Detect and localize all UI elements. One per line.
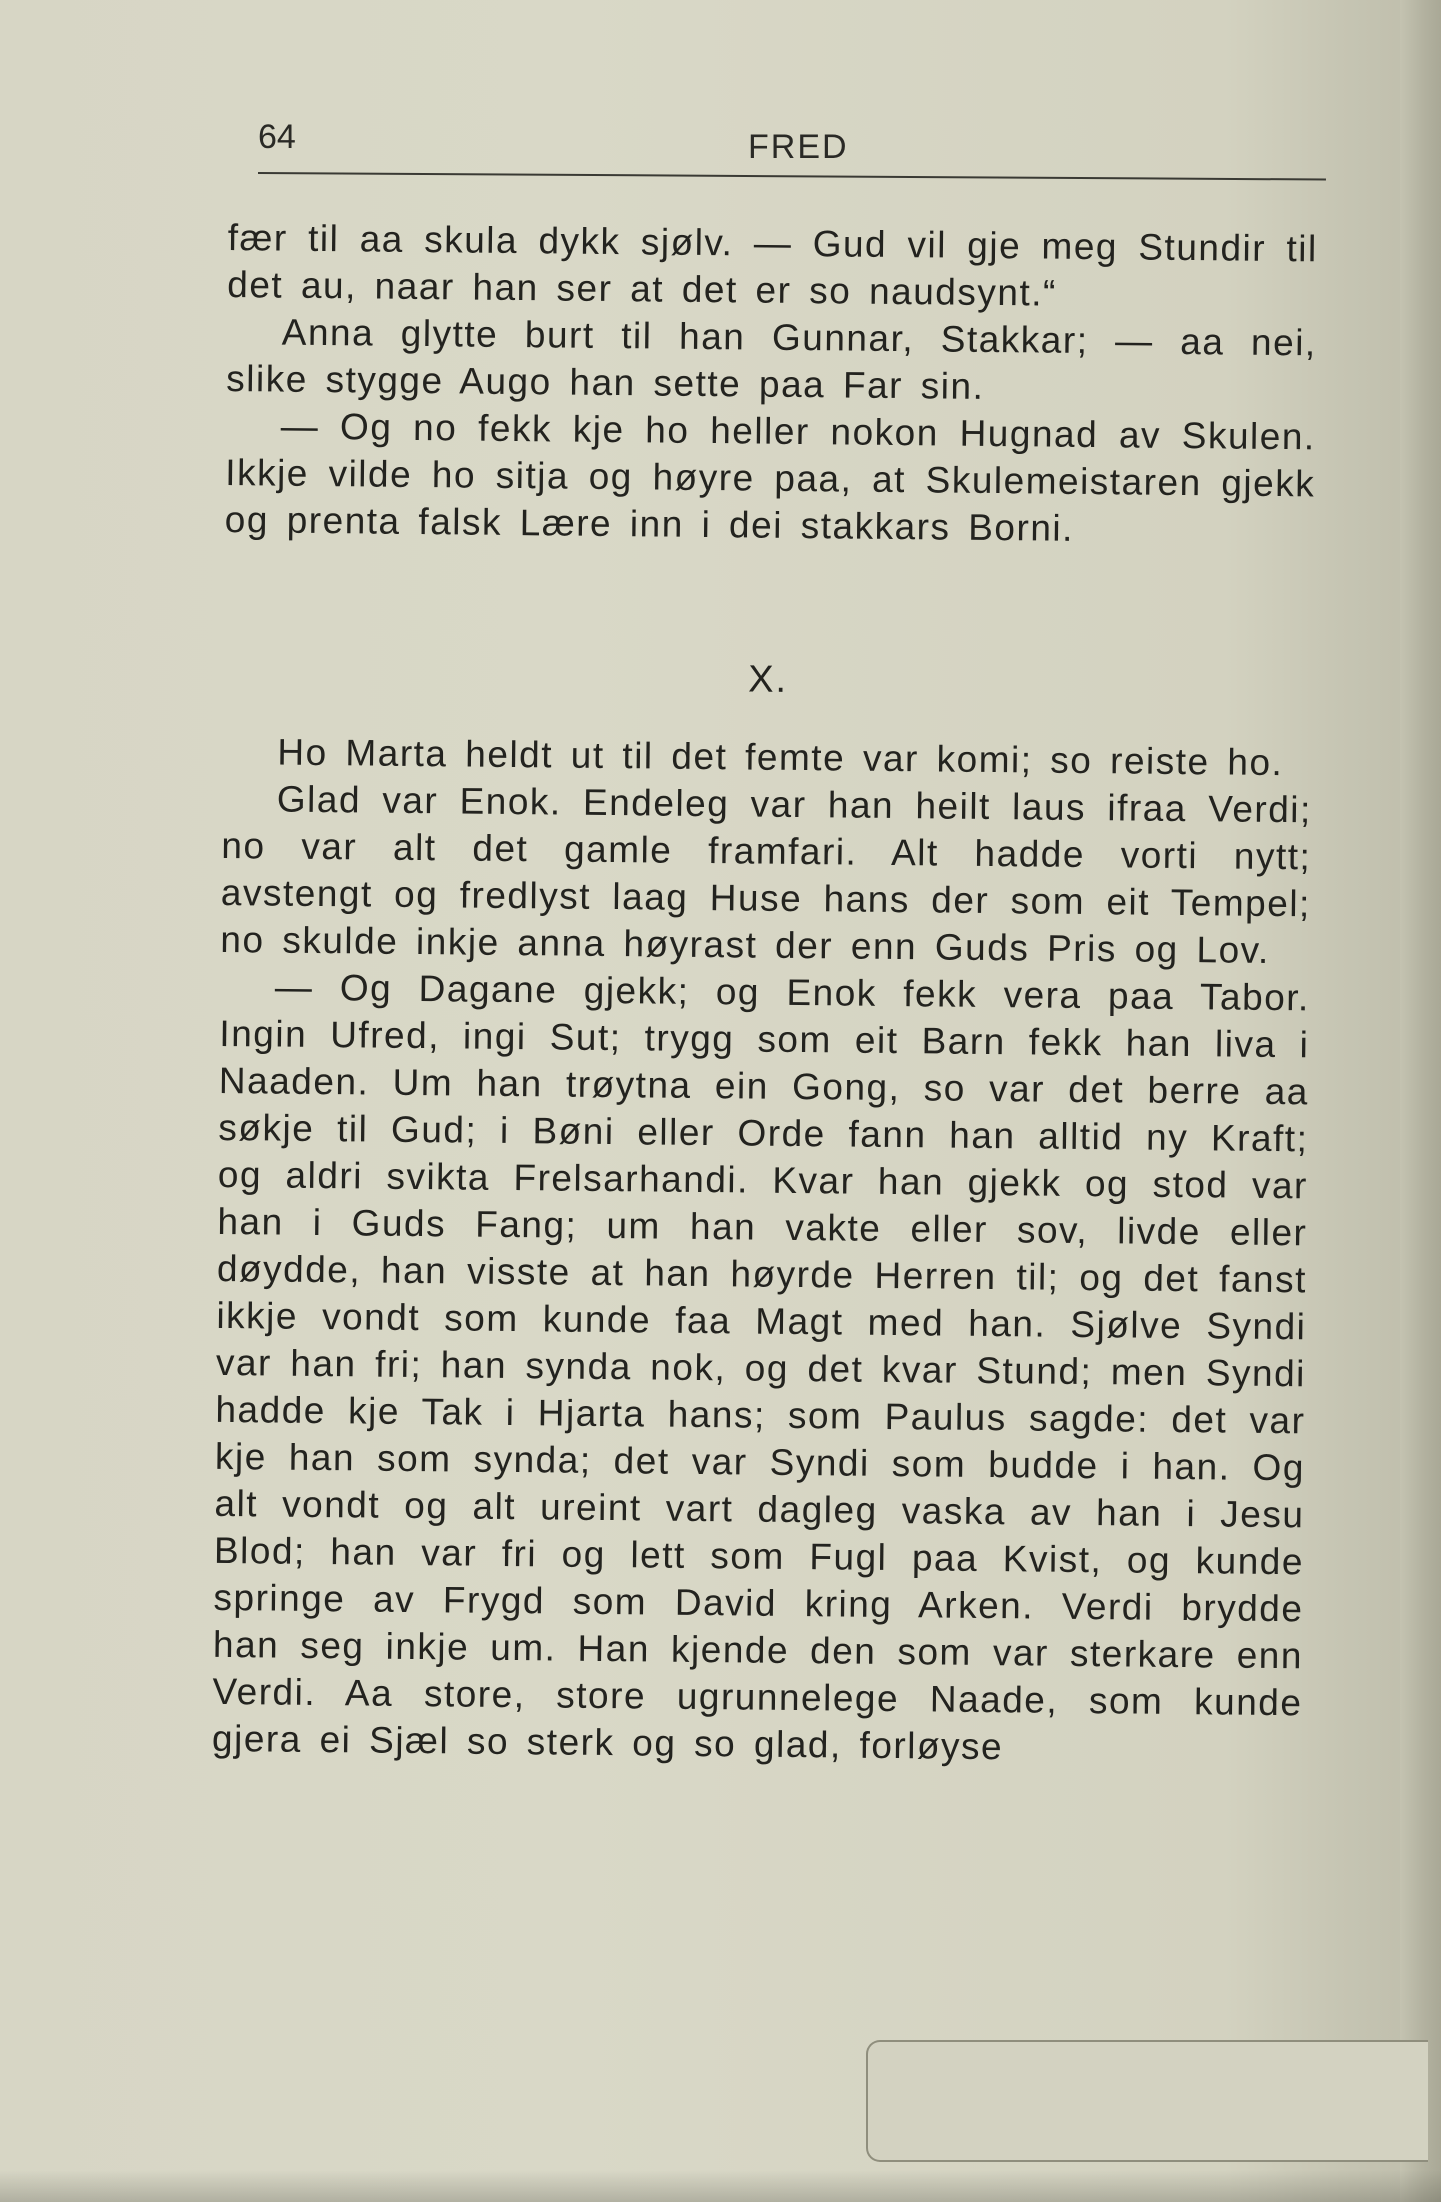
bookmark-strip <box>866 2040 1428 2162</box>
paragraph: Ho Marta heldt ut til det femte var komi; so reiste ho. <box>277 731 1284 784</box>
paragraph: — Og no fekk kje ho heller nokon Hugnad av Skulen. Ikkje vilde ho sitja og høyre paa, at Skulemeistaren gjekk og prenta falsk Lære inn i dei stakkars Borni. <box>224 405 1316 549</box>
paragraph: fær til aa skula dykk sjølv. — Gud vil gje meg Stundir til det au, naar han ser at det er so naudsynt.“ <box>227 216 1318 314</box>
paragraph: Glad var Enok. Endeleg var han heilt laus ifraa Verdi; no var alt det gamle framfari. Alt hadde vorti nytt; avstengt og fredlyst laag Huse hans der som eit Tempel; no skulde inkje anna høyrast der enn Guds Pris og Lov. <box>220 778 1313 971</box>
paragraph: — Og Dagane gjekk; og Enok fekk vera paa Tabor. Ingin Ufred, ingi Sut; trygg som eit Barn fekk han liva i Naaden. Um han trøytna ein Gong, so var det berre aa søkje til Gud; i Bøni eller Orde fann han alltid ny Kraft; og aldri svikta Frelsarhandi. Kvar han gjekk og stod var han i Guds Fang; um han vakte eller sov, livde eller døydde, han visste at han høyrde Herren til; og det fanst ikkje vondt som kunde faa Magt med han. Sjølve Syndi var han fri; han synda nok, og det kvar Stund; men Syndi hadde kje Tak i Hjarta hans; som Paulus sagde: det var kje han som synda; det var Syndi som budde i han. Og alt vondt og alt ureint vart dagleg vaska av han i Jesu Blod; han var fri og lett som Fugl paa Kvist, og kunde springe av Frygd som David kring Arken. Verdi brydde han seg inkje um. Han kjende den som var sterkare enn Verdi. Aa store, store ugrunnelege Naade, som kunde gjera ei Sjæl so sterk og so glad, forløyse <box>211 966 1311 1768</box>
page-edge <box>1400 0 1441 2202</box>
running-title: FRED <box>748 128 849 166</box>
chapter-heading: X. <box>747 658 789 701</box>
page-bottom-shadow <box>0 2170 1441 2202</box>
body-text <box>212 214 1318 1773</box>
page-header <box>258 118 1323 178</box>
paragraph: Anna glytte burt til han Gunnar, Stakkar; — aa nei, slike stygge Augo han sette paa Far sin. <box>226 311 1317 407</box>
page-number: 64 <box>258 118 296 156</box>
